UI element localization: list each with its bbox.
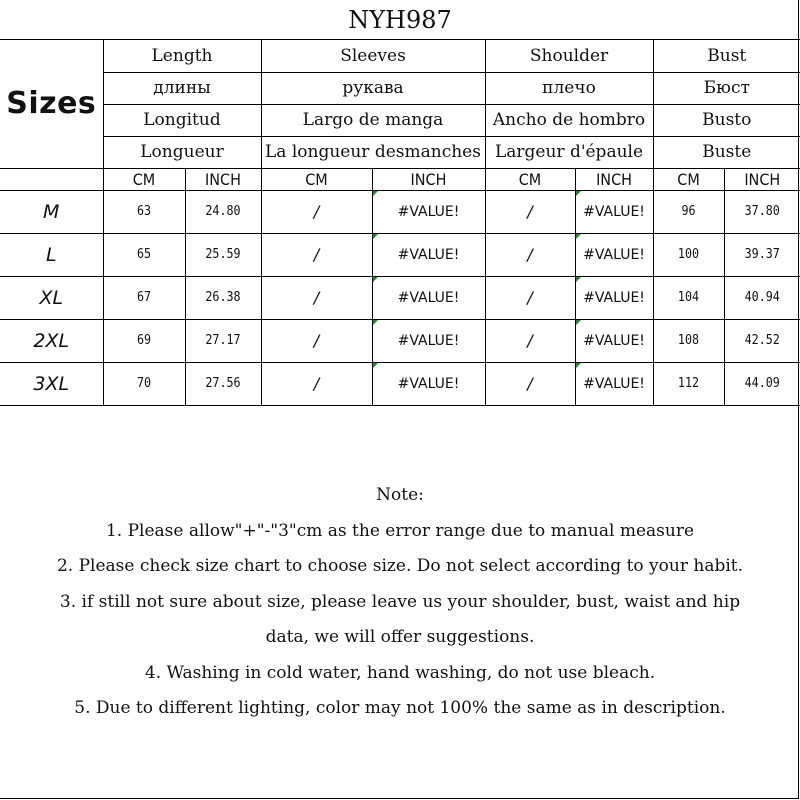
table-cell: / <box>261 319 372 362</box>
table-cell: #VALUE! <box>575 362 653 405</box>
table-cell: 96 <box>657 190 721 233</box>
table-cell: 40.94 <box>728 276 796 319</box>
header-length-es: Longitud <box>103 104 261 136</box>
unit-cell: INCH <box>185 168 261 190</box>
unit-cell: INCH <box>575 168 653 190</box>
table-cell: 104 <box>657 276 721 319</box>
table-cell: 25.59 <box>189 233 257 276</box>
unit-cell: CM <box>653 168 724 190</box>
note-line: 3. if still not sure about size, please leave us your shoulder, bust, waist and hip <box>59 591 741 612</box>
table-row <box>0 319 800 362</box>
header-shoulder-es: Ancho de hombro <box>485 104 653 136</box>
table-cell: 37.80 <box>728 190 796 233</box>
header-row-ru <box>0 72 800 104</box>
header-bust-fr: Buste <box>653 136 800 168</box>
table-row <box>0 276 800 319</box>
header-length-en: Length <box>103 40 261 72</box>
note-line: 2. Please check size chart to choose size. Do not select according to your habit. <box>56 556 744 576</box>
table-cell: / <box>485 233 575 276</box>
table-row <box>0 190 800 233</box>
table-cell: / <box>485 362 575 405</box>
note-line: 5. Due to different lighting, color may not 100% the same as in description. <box>74 698 726 718</box>
table-cell: 39.37 <box>728 233 796 276</box>
header-bust-ru: Бюст <box>653 72 800 104</box>
table-cell: / <box>261 276 372 319</box>
header-sleeves-es: Largo de manga <box>261 104 485 136</box>
header-length-ru: длины <box>103 72 261 104</box>
table-cell: 65 <box>107 233 181 276</box>
table-cell: 24.80 <box>189 190 257 233</box>
header-sleeves-ru: рукава <box>261 72 485 104</box>
unit-blank-cell <box>0 168 103 190</box>
table-cell: 112 <box>657 362 721 405</box>
table-cell: 100 <box>657 233 721 276</box>
table-cell: #VALUE! <box>372 362 485 405</box>
header-row-fr <box>0 136 800 168</box>
table-cell: #VALUE! <box>575 276 653 319</box>
table-cell: #VALUE! <box>372 319 485 362</box>
table-cell: 27.17 <box>189 319 257 362</box>
sizes-label: Sizes <box>0 40 103 168</box>
table-cell: / <box>261 362 372 405</box>
table-cell: 69 <box>107 319 181 362</box>
table-cell: 108 <box>657 319 721 362</box>
header-shoulder-en: Shoulder <box>485 40 653 72</box>
header-shoulder-fr: Largeur d'épaule <box>485 136 653 168</box>
table-cell: #VALUE! <box>575 190 653 233</box>
note-line: 4. Washing in cold water, hand washing, do not use bleach. <box>144 662 656 683</box>
header-shoulder-ru: плечо <box>485 72 653 104</box>
note-line: 1. Please allow"+"-"3"cm as the error range due to manual measure <box>105 520 695 541</box>
unit-row <box>0 168 800 190</box>
table-cell: 27.56 <box>189 362 257 405</box>
header-row-en <box>0 40 800 72</box>
size-name-cell: 2XL <box>0 319 103 362</box>
size-name-cell: L <box>0 233 103 276</box>
size-name-cell: M <box>0 190 103 233</box>
header-bust-en: Bust <box>653 40 800 72</box>
table-row <box>0 362 800 405</box>
unit-cell: CM <box>485 168 575 190</box>
unit-cell: INCH <box>724 168 800 190</box>
note-line: data, we will offer suggestions. <box>265 627 535 647</box>
header-bust-es: Busto <box>653 104 800 136</box>
table-cell: #VALUE! <box>372 276 485 319</box>
notes-section <box>0 478 800 727</box>
table-row <box>0 233 800 276</box>
unit-cell: INCH <box>372 168 485 190</box>
table-cell: 67 <box>107 276 181 319</box>
product-code-title: NYH987 <box>0 0 800 40</box>
unit-cell: CM <box>103 168 185 190</box>
table-cell: 70 <box>107 362 181 405</box>
size-name-cell: XL <box>0 276 103 319</box>
table-cell: 26.38 <box>189 276 257 319</box>
header-sleeves-en: Sleeves <box>261 40 485 72</box>
table-cell: #VALUE! <box>575 233 653 276</box>
table-cell: / <box>261 190 372 233</box>
table-cell: #VALUE! <box>575 319 653 362</box>
size-name-cell: 3XL <box>0 362 103 405</box>
table-cell: / <box>485 276 575 319</box>
table-cell: / <box>485 319 575 362</box>
unit-cell: CM <box>261 168 372 190</box>
table-cell: / <box>485 190 575 233</box>
size-chart-table <box>0 40 800 406</box>
header-row-es <box>0 104 800 136</box>
header-sleeves-fr: La longueur desmanches <box>261 136 485 168</box>
table-cell: / <box>261 233 372 276</box>
table-cell: 42.52 <box>728 319 796 362</box>
note-heading: Note: <box>376 485 424 505</box>
table-cell: #VALUE! <box>372 190 485 233</box>
table-cell: 63 <box>107 190 181 233</box>
table-cell: 44.09 <box>728 362 796 405</box>
table-cell: #VALUE! <box>372 233 485 276</box>
header-length-fr: Longueur <box>103 136 261 168</box>
